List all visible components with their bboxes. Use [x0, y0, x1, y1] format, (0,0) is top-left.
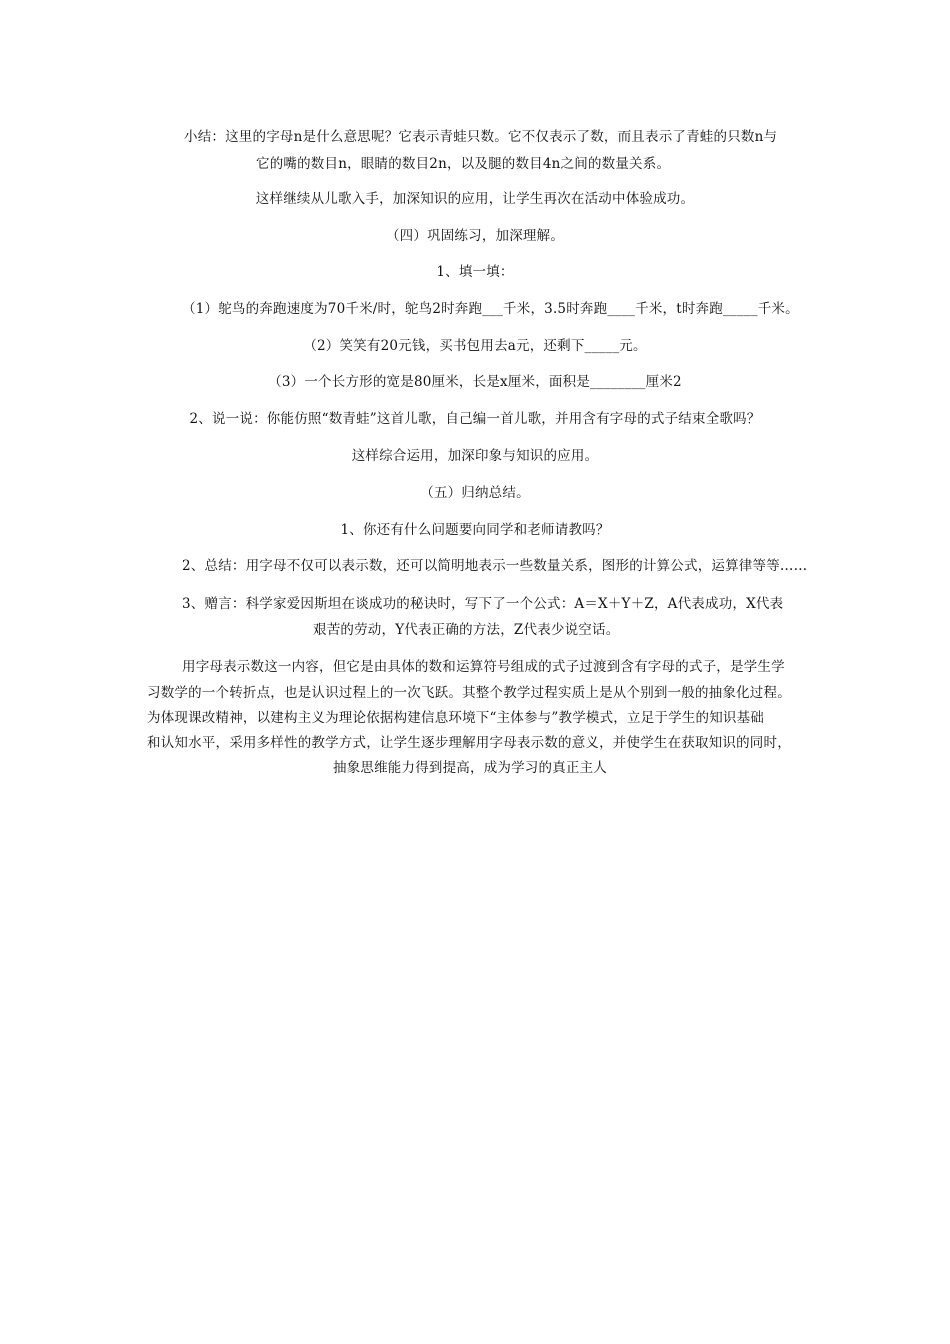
reflection-line-1: 用字母表示数这一内容，但它是由具体的数和运算符号组成的式子过渡到含有字母的式子，是学生学: [182, 659, 785, 675]
summary-line-1: 小结：这里的字母n是什么意思呢？它表示青蛙只数。它不仅表示了数，而且表示了青蛙的只数n与: [184, 129, 778, 145]
exercise-item-3: （3）一个长方形的宽是80厘米，长是x厘米，面积是________厘米2: [268, 374, 682, 390]
application-text: 这样综合运用，加深印象与知识的应用。: [351, 448, 599, 464]
summary-line-2: 它的嘴的数目n，眼睛的数目2n，以及腿的数目4n之间的数量关系。: [256, 156, 671, 172]
exercise-item-2: （2）笑笑有20元钱，买书包用去a元，还剩下_____元。: [303, 338, 647, 354]
question-line: 1、你还有什么问题要向同学和老师请教吗？: [340, 522, 610, 538]
exercise-item-1: （1）鸵鸟的奔跑速度为70千米/时，鸵鸟2时奔跑___千米，3.5时奔跑____千米，t时奔跑_____千米。: [182, 301, 799, 317]
reflection-line-2: 习数学的一个转折点，也是认识过程上的一次飞跃。其整个教学过程实质上是从个别到一般的抽象化过程。: [147, 685, 791, 701]
exercise-say-heading: 2、说一说：你能仿照“数青蛙”这首儿歌，自己编一首儿歌，并用含有字母的式子结束全歌吗？: [189, 411, 761, 427]
section-heading-five: （五）归纳总结。: [420, 485, 530, 501]
transition-text: 这样继续从儿歌入手，加深知识的应用，让学生再次在活动中体验成功。: [255, 191, 695, 207]
conclusion-line: 2、总结：用字母不仅可以表示数，还可以简明地表示一些数量关系，图形的计算公式，运算律等等……: [182, 558, 808, 574]
reflection-line-5: 抽象思维能力得到提高，成为学习的真正主人: [333, 760, 607, 776]
reflection-line-4: 和认知水平，采用多样性的教学方式，让学生逐步理解用字母表示数的意义，并使学生在获取知识的同时，: [147, 735, 791, 751]
motto-line-1: 3、赠言：科学家爱因斯坦在谈成功的秘诀时，写下了一个公式：A＝X＋Y＋Z，A代表成功，X代表: [182, 596, 784, 612]
reflection-line-3: 为体现课改精神，以建构主义为理论依据构建信息环境下“主体参与”教学模式，立足于学生的知识基础: [147, 710, 765, 726]
section-heading-four: （四）巩固练习，加深理解。: [385, 228, 565, 244]
exercise-fill-heading: 1、填一填：: [436, 264, 514, 280]
motto-line-2: 艰苦的劳动，Y代表正确的方法，Z代表少说空话。: [313, 622, 620, 638]
